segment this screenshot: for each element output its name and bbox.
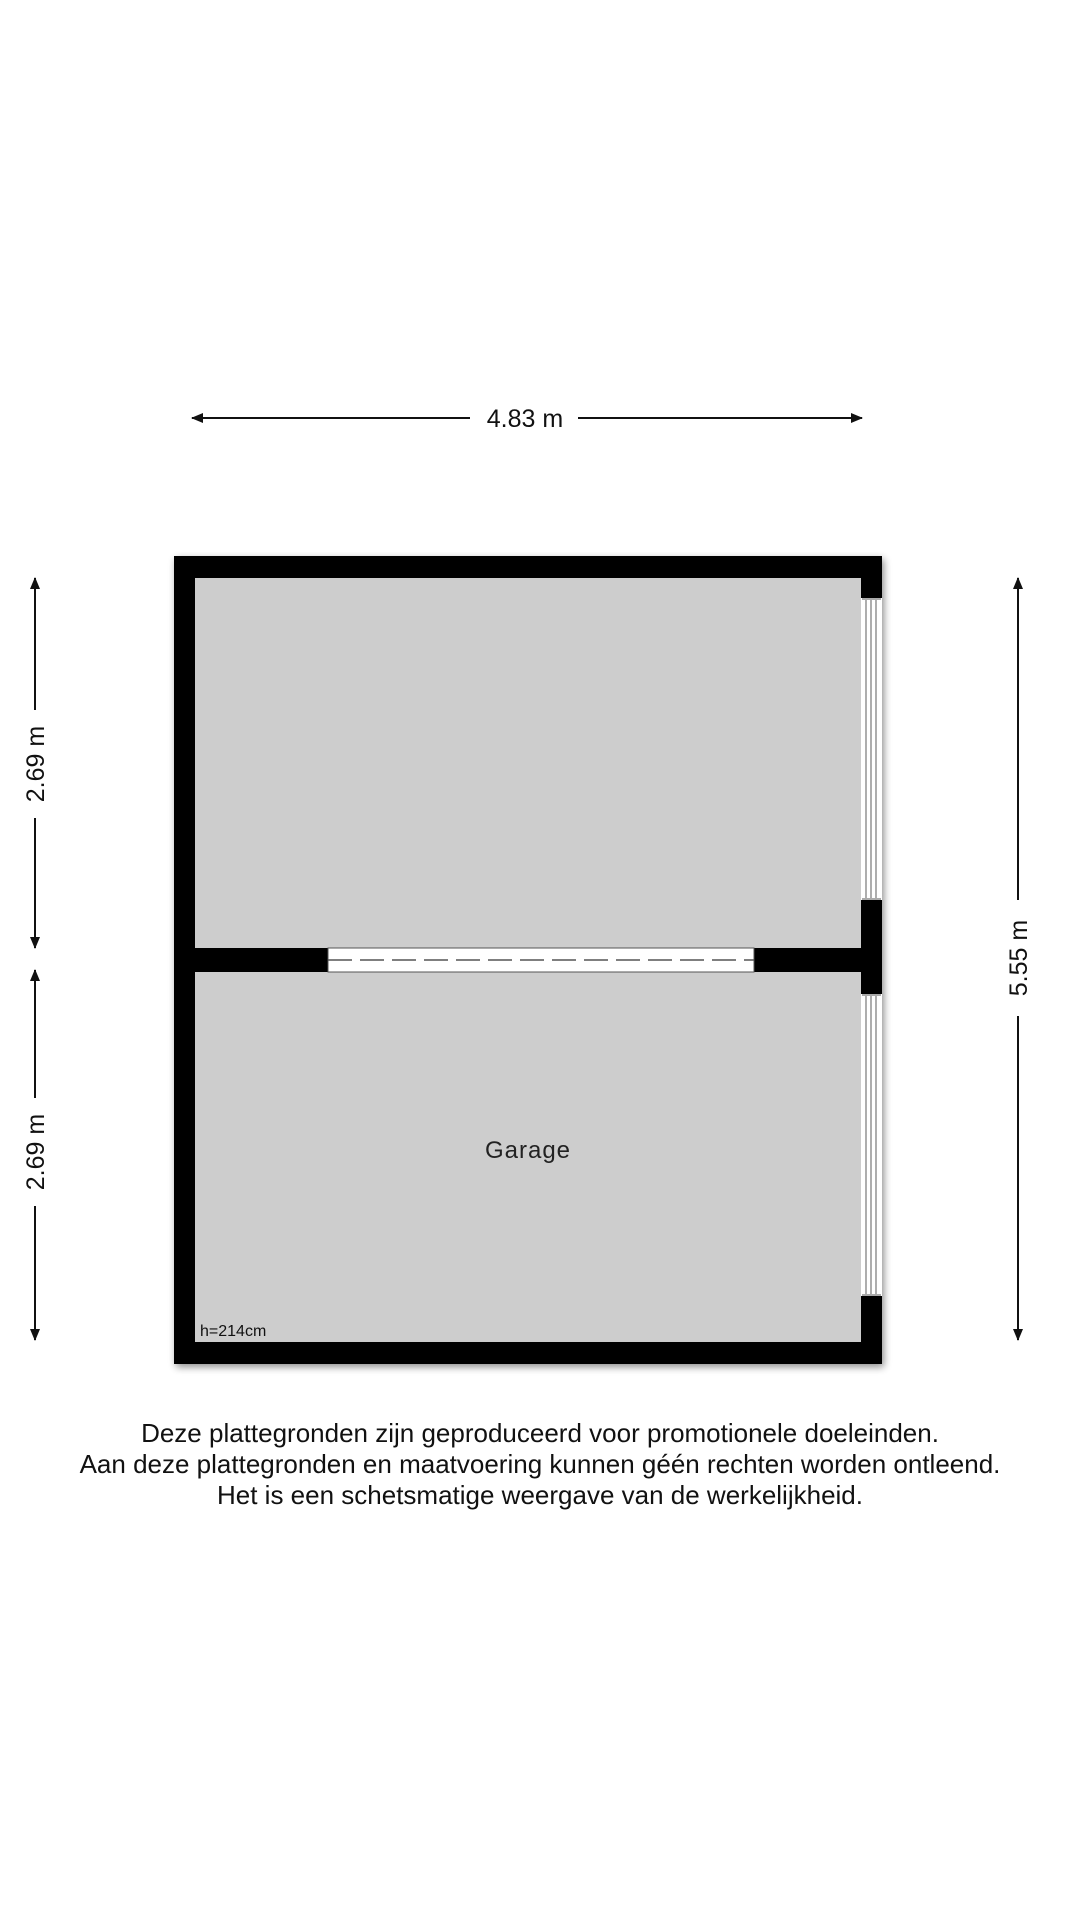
ceiling-height-label: h=214cm <box>200 1323 267 1340</box>
dimension-left-lower-label: 2.69 m <box>22 1113 50 1191</box>
dimension-height-left-upper <box>22 578 50 948</box>
dimension-width-label: 4.83 m <box>486 405 564 433</box>
disclaimer-line-2: Aan deze plattegronden en maatvoering kunnen géén rechten worden ontleend. <box>79 1449 1001 1479</box>
dimension-height-left-lower <box>22 970 50 1340</box>
disclaimer <box>0 1418 1080 1511</box>
dimension-height-right <box>1005 578 1033 1340</box>
disclaimer-line-3: Het is een schetsmatige weergave van de werkelijkheid. <box>216 1480 863 1510</box>
window-lower-right <box>861 994 882 1296</box>
dimension-left-upper-label: 2.69 m <box>22 725 50 803</box>
window-upper-right <box>861 598 882 900</box>
dimension-width-top <box>192 405 862 433</box>
interior-opening <box>328 948 754 972</box>
dimension-right-label: 5.55 m <box>1005 919 1033 997</box>
room-upper-floor <box>195 578 861 948</box>
disclaimer-line-1: Deze plattegronden zijn geproduceerd voor promotionele doeleinden. <box>141 1418 939 1448</box>
room-garage-label: Garage <box>484 1137 572 1164</box>
